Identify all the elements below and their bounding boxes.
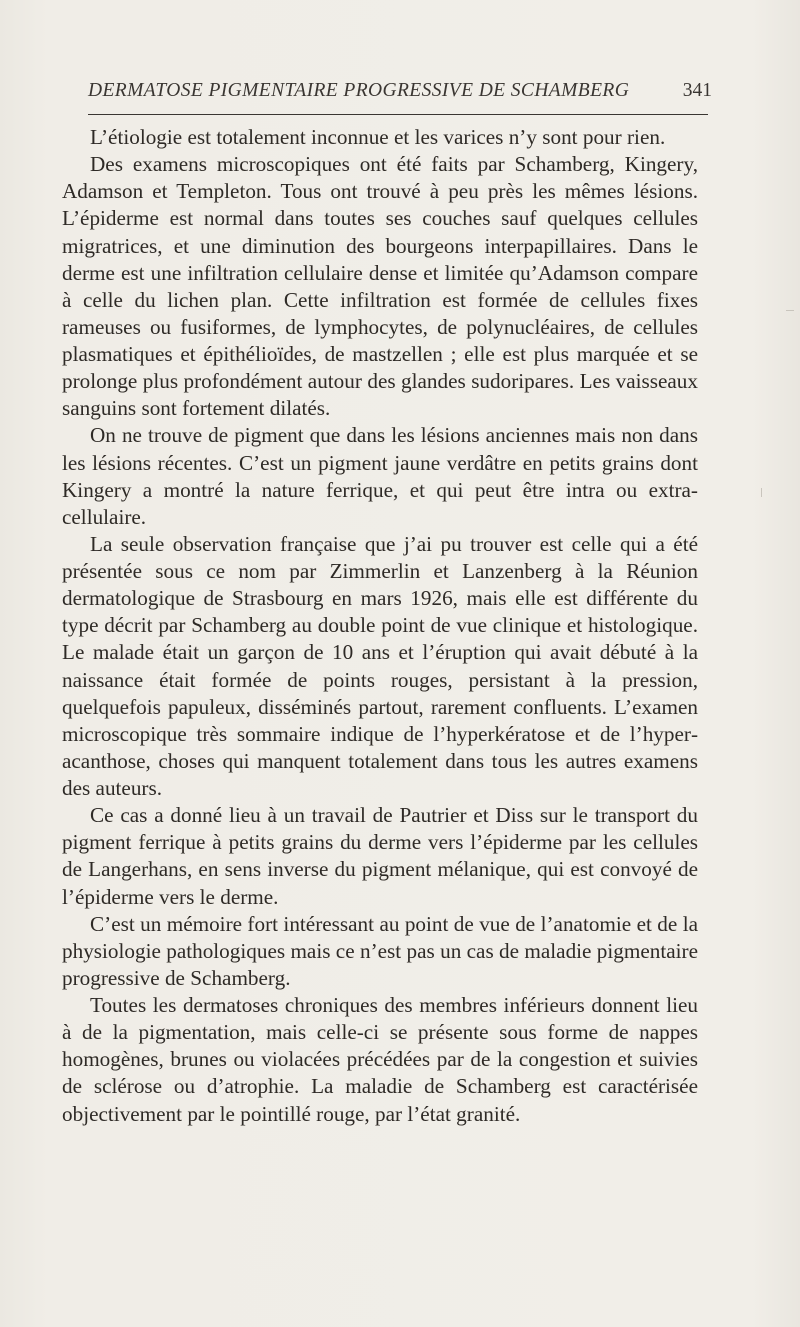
paragraph: L’étiologie est totalement inconnue et les varices n’y sont pour rien. <box>90 125 666 149</box>
margin-mark <box>761 488 762 497</box>
paragraph: La seule observation française que j’ai pu trouver est celle qui a été présentée sous ce nom par Zimmerlin et Lanzenberg à la Réunion dermatologique de Strasbourg en mars 1926, mais elle est différente du type décrit par Schamberg au double point de vue clinique et histologique. Le malade était un garçon de 10 ans et l’éruption qui avait débuté à la naissance était formée de points rouges, persistant à la pression, quelquefois papuleux, disséminés partout, rarement confluents. L’examen microscopique très sommaire indique de l’hyperkératose et de l’hyperacanthose, choses qui manquent totalement dans tous les autres examens des auteurs. <box>62 531 698 800</box>
paragraph: Des examens microscopiques ont été faits par Schamberg, Kingery, Adamson et Templeton. Tous ont trouvé à peu près les mêmes lésions. L’épiderme est normal dans toutes ses couches sauf quelques cellules migratrices, et une diminution des bourgeons interpapillaires. Dans le derme est une infiltration cellulaire dense et limitée qu’Adamson compare à celle du lichen plan. Cette infiltration est formée de cellules fixes rameuses ou fusiformes, de lymphocytes, de polynucléaires, de cellules plasmatiques et épithélioïdes, de mastzellen ; elle est plus marquée et se prolonge plus profondément autour des glandes sudoripares. Les vaisseaux sanguins sont fortement dilatés. <box>62 152 698 421</box>
body-text <box>62 124 698 1128</box>
running-title: DERMATOSE PIGMENTAIRE PROGRESSIVE DE SCHAMBERG <box>88 80 630 101</box>
page-number: 341 <box>682 80 712 101</box>
paragraph: Toutes les dermatoses chroniques des membres inférieurs donnent lieu à de la pigmentation, mais celle-ci se présente sous forme de nappes homogènes, brunes ou violacées précédées par de la congestion et suivies de sclérose ou d’atrophie. La maladie de Schamberg est caractérisée objectivement par le pointillé rouge, par l’état granité. <box>62 993 698 1126</box>
paragraph: Ce cas a donné lieu à un travail de Pautrier et Diss sur le transport du pigment ferrique à petits grains du derme vers l’épiderme par les cellules de Langerhans, en sens inverse du pigment mélanique, qui est convoyé de l’épiderme vers le derme. <box>62 803 698 909</box>
paragraph: C’est un mémoire fort intéressant au point de vue de l’anatomie et de la physiologie pathologiques mais ce n’est pas un cas de maladie pigmentaire progressive de Schamberg. <box>62 911 698 990</box>
paragraph: On ne trouve de pigment que dans les lésions anciennes mais non dans les lésions récentes. C’est un pigment jaune verdâtre en petits grains dont Kingery a montré la nature ferrique, et qui peut être intra ou extra-cellulaire. <box>62 423 698 529</box>
margin-mark <box>786 310 794 311</box>
running-header <box>88 80 712 102</box>
header-rule <box>88 114 708 115</box>
